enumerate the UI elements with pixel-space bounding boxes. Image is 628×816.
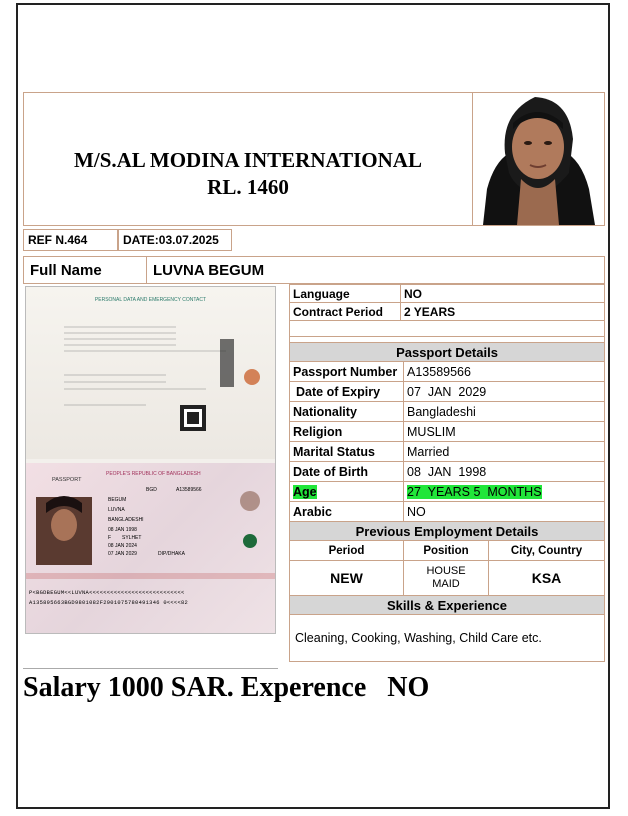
- passport-data-header: PERSONAL DATA AND EMERGENCY CONTACT: [94, 297, 207, 303]
- empty-cell: [290, 321, 605, 337]
- mrz-line-1: P<BGDBEGUM<<LUVNA<<<<<<<<<<<<<<<<<<<<<<<<<<<: [29, 590, 185, 596]
- religion-value: MUSLIM: [404, 422, 605, 442]
- table-row: [290, 462, 605, 482]
- ref-row: [23, 229, 232, 251]
- table-row: [290, 402, 605, 422]
- candidate-photo: [472, 93, 604, 225]
- age-value: 27 YEARS 5 MONTHS: [407, 484, 542, 499]
- contract-value: 2 YEARS: [401, 303, 605, 321]
- nationality-label: Nationality: [290, 402, 404, 422]
- table-row: [290, 442, 605, 462]
- company-block: [24, 147, 472, 201]
- full-name-row: [23, 256, 605, 284]
- passport-sex: F: [108, 535, 112, 541]
- ref-number: REF N.464: [23, 229, 118, 251]
- language-label: Language: [290, 285, 401, 303]
- period-value: NEW: [290, 561, 404, 596]
- passport-nationality: BANGLADESHI: [108, 517, 144, 523]
- table-row: [290, 321, 605, 337]
- passport-data-page: [26, 287, 275, 459]
- table-row: [290, 502, 605, 522]
- table-row: [290, 561, 605, 596]
- company-name: M/S.AL MODINA INTERNATIONAL: [74, 148, 422, 172]
- language-value: NO: [401, 285, 605, 303]
- religion-label: Religion: [290, 422, 404, 442]
- position-value: HOUSE MAID: [404, 561, 489, 596]
- passport-bio-page: [26, 463, 275, 634]
- marital-value: Married: [404, 442, 605, 462]
- passport-dob: 08 JAN 1998: [108, 527, 137, 533]
- position-header: Position: [404, 541, 489, 561]
- full-name-label: Full Name: [24, 257, 147, 283]
- table-row: [290, 285, 605, 303]
- marital-label: Marital Status: [290, 442, 404, 462]
- dob-value: 08 JAN 1998: [404, 462, 605, 482]
- license-number: RL. 1460: [207, 175, 289, 199]
- contract-label: Contract Period: [290, 303, 401, 321]
- arabic-label: Arabic: [290, 502, 404, 522]
- full-name-value: LUVNA BEGUM: [153, 261, 265, 279]
- employment-title: Previous Employment Details: [290, 522, 605, 541]
- passport-number-value: A13589566: [404, 362, 605, 382]
- header-box: [23, 92, 605, 226]
- passport-place: SYLHET: [122, 535, 142, 541]
- passport-authority: DIP/DHAKA: [158, 551, 185, 557]
- passport-scan: [25, 286, 276, 634]
- salary-line: Salary 1000 SAR. Experence NO: [23, 672, 430, 703]
- table-row: [290, 541, 605, 561]
- passport-label: PASSPORT: [52, 477, 82, 483]
- skills-title: Skills & Experience: [290, 596, 605, 615]
- expiry-value: 07 JAN 2029: [404, 382, 605, 402]
- table-row: [290, 362, 605, 382]
- age-label: Age: [293, 484, 317, 499]
- passport-code: BGD: [146, 487, 157, 493]
- expiry-label: Date of Expiry: [290, 382, 404, 402]
- skills-text: Cleaning, Cooking, Washing, Child Care etc.: [290, 615, 605, 662]
- period-header: Period: [290, 541, 404, 561]
- table-row: [290, 303, 605, 321]
- passport-number-label: Passport Number: [290, 362, 404, 382]
- passport-surname: BEGUM: [108, 497, 127, 503]
- passport-banner: PEOPLE'S REPUBLIC OF BANGLADESH: [106, 471, 201, 477]
- divider: [23, 668, 278, 669]
- arabic-value: NO: [404, 502, 605, 522]
- passport-number-small: A13589566: [176, 487, 202, 493]
- table-row: [290, 422, 605, 442]
- passport-issue: 08 JAN 2024: [108, 543, 137, 549]
- nationality-value: Bangladeshi: [404, 402, 605, 422]
- dob-label: Date of Birth: [290, 462, 404, 482]
- city-country-value: KSA: [489, 561, 605, 596]
- city-country-header: City, Country: [489, 541, 605, 561]
- table-row: [290, 482, 605, 502]
- passport-given-name: LUVNA: [108, 507, 125, 513]
- passport-details-table: [289, 342, 605, 662]
- passport-details-title: Passport Details: [290, 343, 605, 362]
- table-row: [290, 615, 605, 662]
- passport-expiry: 07 JAN 2029: [108, 551, 137, 557]
- ref-date: DATE:03.07.2025: [118, 229, 232, 251]
- table-row: [290, 382, 605, 402]
- mrz-line-2: A135895663BGD9801082F2901075780491346 0<<<<82: [29, 600, 189, 606]
